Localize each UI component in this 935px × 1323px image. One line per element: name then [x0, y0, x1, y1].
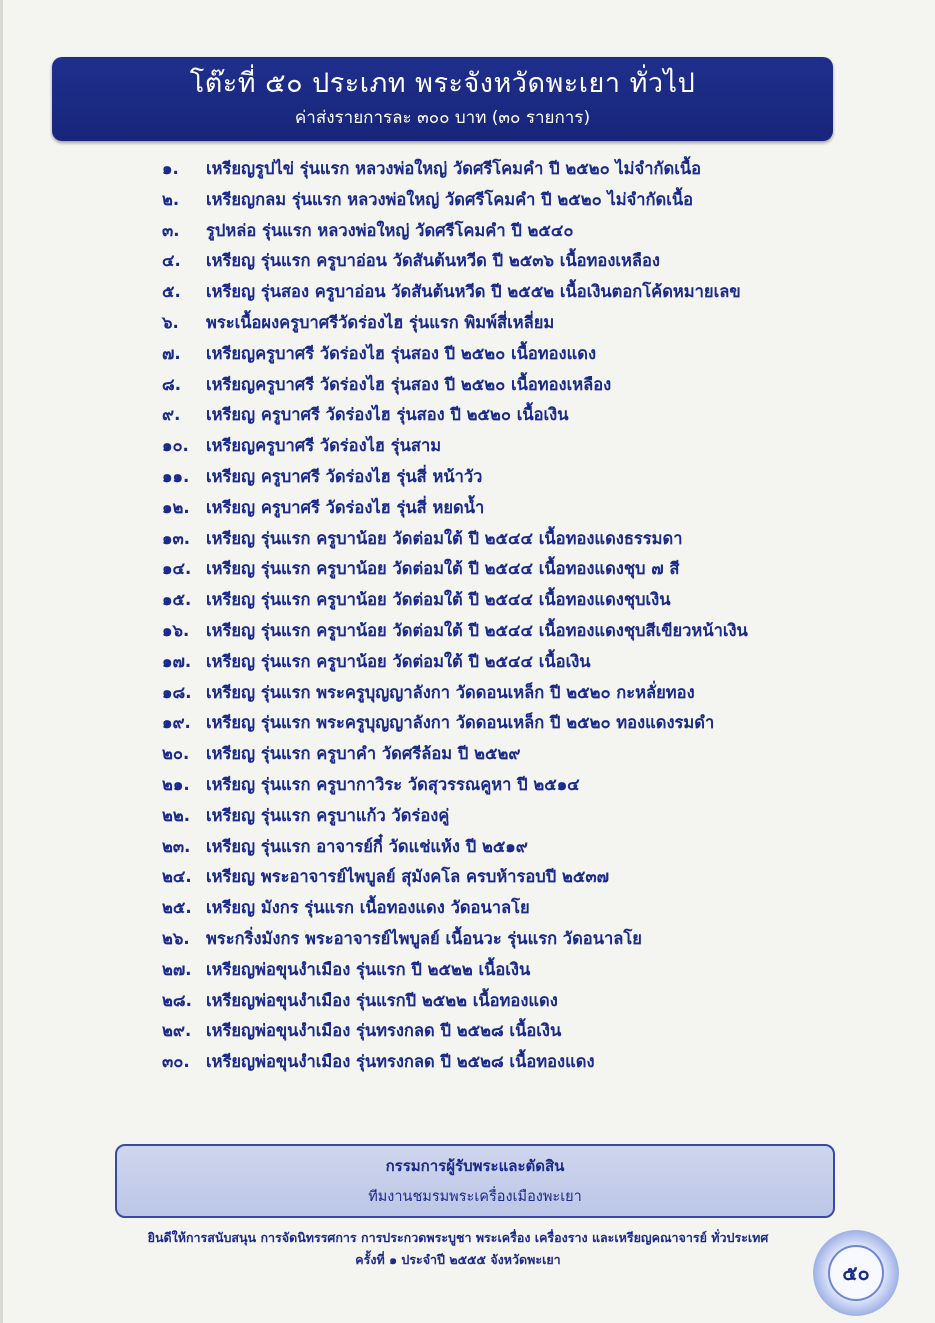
- list-item: [162, 862, 748, 893]
- list-item: [162, 216, 748, 247]
- item-text: เหรียญครูบาศรี วัดร่องไฮ รุ่นสาม: [206, 436, 442, 456]
- title-banner: [52, 57, 833, 141]
- item-number: ๕.: [162, 282, 181, 302]
- list-item: [162, 955, 748, 986]
- item-number: ๒๕.: [162, 898, 192, 918]
- item-text: เหรียญครูบาศรี วัดร่องไฮ รุ่นสอง ปี ๒๕๒๐ เนื้อทองแดง: [206, 343, 597, 363]
- item-number: ๑๒.: [162, 497, 190, 517]
- list-item: [162, 400, 748, 431]
- item-number: ๙.: [162, 405, 181, 425]
- list-item: [162, 893, 748, 924]
- item-number: ๓๐.: [162, 1052, 190, 1072]
- list-item: [162, 801, 748, 832]
- list-item: [162, 1047, 748, 1078]
- page-title: โต๊ะที่ ๕๐ ประเภท พระจังหวัดพะเยา ทั่วไป: [189, 68, 696, 99]
- item-text: เหรียญ พระอาจารย์ไพบูลย์ สุมังคโล ครบห้ารอบปี ๒๕๓๗: [206, 867, 610, 887]
- item-number: ๒.: [162, 189, 180, 209]
- list-item: [162, 739, 748, 770]
- list-item: [162, 924, 748, 955]
- item-text: เหรียญ รุ่นแรก พระครูบุญญาลังกา วัดดอนเหล็ก ปี ๒๕๒๐ กะหลั่ยทอง: [206, 682, 695, 702]
- list-item: [162, 277, 748, 308]
- item-number: ๑๓.: [162, 528, 191, 548]
- list-item: [162, 493, 748, 524]
- item-number: ๑๐.: [162, 436, 189, 456]
- item-text: เหรียญ รุ่นสอง ครูบาอ่อน วัดสันต้นหวีด ปี ๒๕๕๒ เนื้อเงินตอกโค้ดหมายเลข: [206, 282, 741, 302]
- committee-box: [115, 1144, 835, 1218]
- item-number: ๑๕.: [162, 590, 192, 610]
- item-text: เหรียญพ่อขุนงำเมือง รุ่นแรก ปี ๒๕๒๒ เนื้อเงิน: [206, 959, 531, 979]
- item-text: เหรียญ ครูบาศรี วัดร่องไฮ รุ่นสี่ หยดน้ำ: [206, 497, 485, 517]
- item-number: ๑๗.: [162, 651, 192, 671]
- committee-subtitle: ทีมงานชมรมพระเครื่องเมืองพะเยา: [368, 1189, 582, 1205]
- item-text: เหรียญ รุ่นแรก อาจารย์กี๋ วัดแช่แห้ง ปี ๒๕๑๙: [206, 836, 528, 856]
- list-item: [162, 986, 748, 1017]
- item-text: เหรียญกลม รุ่นแรก หลวงพ่อใหญ่ วัดศรีโคมคำ ปี ๒๕๒๐ ไม่จำกัดเนื้อ: [206, 189, 694, 209]
- list-item: [162, 585, 748, 616]
- item-text: เหรียญ ครูบาศรี วัดร่องไฮ รุ่นสี่ หน้าวัว: [206, 466, 483, 486]
- list-item: [162, 185, 748, 216]
- item-text: เหรียญพ่อขุนงำเมือง รุ่นทรงกลด ปี ๒๕๒๘ เนื้อเงิน: [206, 1021, 562, 1041]
- item-text: เหรียญรูปไข่ รุ่นแรก หลวงพ่อใหญ่ วัดศรีโคมคำ ปี ๒๕๒๐ ไม่จำกัดเนื้อ: [206, 159, 702, 178]
- item-number: ๔.: [162, 251, 181, 271]
- item-number: ๒๔.: [162, 867, 192, 887]
- item-text: เหรียญ รุ่นแรก ครูบาน้อย วัดต่อมใต้ ปี ๒๕๔๔ เนื้อทองแดงชุบเงิน: [206, 590, 671, 610]
- item-text: เหรียญ รุ่นแรก ครูบาน้อย วัดต่อมใต้ ปี ๒๕๔๔ เนื้อทองแดงชุบสีเขียวหน้าเงิน: [206, 620, 748, 640]
- item-text: เหรียญ รุ่นแรก ครูบาอ่อน วัดสันต้นหวีด ปี ๒๕๓๖ เนื้อทองเหลือง: [206, 251, 660, 271]
- list-item: [162, 431, 748, 462]
- page-number-badge: [813, 1230, 899, 1316]
- item-number: ๒๘.: [162, 990, 192, 1010]
- list-item: [162, 462, 748, 493]
- item-list: [162, 154, 748, 1078]
- page-subtitle: ค่าส่งรายการละ ๓๐๐ บาท (๓๐ รายการ): [294, 108, 591, 128]
- item-number: ๑๖.: [162, 620, 190, 640]
- item-number: ๑.: [162, 159, 179, 178]
- item-text: เหรียญ มังกร รุ่นแรก เนื้อทองแดง วัดอนาลโย: [206, 898, 530, 918]
- page-number: ๕๐: [828, 1245, 884, 1301]
- item-number: ๖.: [162, 312, 179, 332]
- item-text: เหรียญ รุ่นแรก ครูบาน้อย วัดต่อมใต้ ปี ๒๕๔๔ เนื้อทองแดงชุบ ๗ สี: [206, 559, 680, 579]
- list-item: [162, 370, 748, 401]
- item-text: พระเนื้อผงครูบาศรีวัดร่องไฮ รุ่นแรก พิมพ์สี่เหลี่ยม: [206, 312, 555, 332]
- item-number: ๘.: [162, 374, 181, 394]
- item-number: ๒๙.: [162, 1021, 192, 1041]
- item-number: ๒๓.: [162, 836, 191, 856]
- item-number: ๒๒.: [162, 805, 191, 825]
- committee-title: กรรมการผู้รับพระและตัดสิน: [385, 1157, 565, 1175]
- item-text: เหรียญ รุ่นแรก ครูบาน้อย วัดต่อมใต้ ปี ๒๕๔๔ เนื้อเงิน: [206, 651, 591, 671]
- list-item: [162, 678, 748, 709]
- item-number: ๒๖.: [162, 928, 190, 948]
- list-item: [162, 770, 748, 801]
- item-number: ๓.: [162, 220, 180, 240]
- item-text: เหรียญ รุ่นแรก ครูบาแก้ว วัดร่องคู่: [206, 805, 450, 825]
- list-item: [162, 246, 748, 277]
- item-number: ๑๙.: [162, 713, 191, 733]
- item-text: เหรียญพ่อขุนงำเมือง รุ่นทรงกลด ปี ๒๕๒๘ เนื้อทองแดง: [206, 1052, 595, 1072]
- list-item: [162, 154, 748, 185]
- list-item: [162, 647, 748, 678]
- item-text: เหรียญ รุ่นแรก พระครูบุญญาลังกา วัดดอนเหล็ก ปี ๒๕๒๐ ทองแดงรมดำ: [206, 713, 715, 733]
- item-number: ๒๑.: [162, 774, 190, 794]
- item-text: เหรียญครูบาศรี วัดร่องไฮ รุ่นสอง ปี ๒๕๒๐ เนื้อทองเหลือง: [206, 374, 612, 394]
- list-item: [162, 554, 748, 585]
- footer-text: ยินดีให้การสนับสนุน การจัดนิทรรศการ การประกวดพระบูชา พระเครื่อง เครื่องราง และเหรียญคณาจารย์ ทั่วประเทศ: [147, 1230, 769, 1245]
- item-text: เหรียญ รุ่นแรก ครูบาคำ วัดศรีล้อม ปี ๒๕๒๙: [206, 744, 521, 764]
- list-item: [162, 832, 748, 863]
- list-item: [162, 308, 748, 339]
- footer-event-text: ครั้งที่ ๑ ประจำปี ๒๕๕๕ จังหวัดพะเยา: [355, 1252, 561, 1267]
- item-number: ๑๘.: [162, 682, 192, 702]
- item-text: เหรียญ รุ่นแรก ครูบาน้อย วัดต่อมใต้ ปี ๒๕๔๔ เนื้อทองแดงธรรมดา: [206, 528, 683, 548]
- list-item: [162, 524, 748, 555]
- item-number: ๑๔.: [162, 559, 192, 579]
- list-item: [162, 616, 748, 647]
- item-number: ๒๐.: [162, 744, 190, 764]
- item-text: เหรียญ รุ่นแรก ครูบากาวิระ วัดสุวรรณคูหา ปี ๒๕๑๔: [206, 774, 580, 794]
- list-item: [162, 1016, 748, 1047]
- item-number: ๑๑.: [162, 466, 190, 486]
- list-item: [162, 339, 748, 370]
- item-text: เหรียญพ่อขุนงำเมือง รุ่นแรกปี ๒๕๒๒ เนื้อทองแดง: [206, 990, 558, 1010]
- item-text: เหรียญ ครูบาศรี วัดร่องไฮ รุ่นสอง ปี ๒๕๒๐ เนื้อเงิน: [206, 405, 569, 425]
- list-item: [162, 708, 748, 739]
- item-number: ๗.: [162, 343, 181, 363]
- item-text: พระกริ่งมังกร พระอาจารย์ไพบูลย์ เนื้อนวะ รุ่นแรก วัดอนาลโย: [206, 928, 642, 948]
- item-number: ๒๗.: [162, 959, 192, 979]
- item-text: รูปหล่อ รุ่นแรก หลวงพ่อใหญ่ วัดศรีโคมคำ ปี ๒๕๔๐: [206, 220, 574, 240]
